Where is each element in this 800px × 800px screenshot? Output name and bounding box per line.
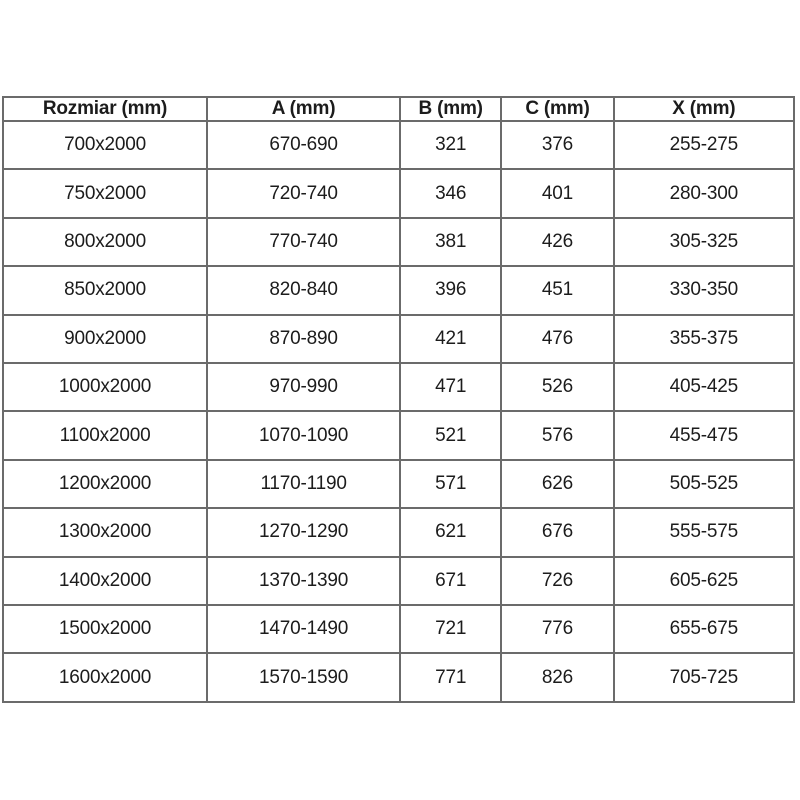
table-cell: 321 — [400, 121, 501, 169]
table-cell: 700x2000 — [3, 121, 207, 169]
table-cell: 505-525 — [614, 460, 794, 508]
table-cell: 771 — [400, 653, 501, 702]
table-cell: 355-375 — [614, 315, 794, 363]
table-cell: 405-425 — [614, 363, 794, 411]
column-header-b: B (mm) — [400, 97, 501, 121]
table-cell: 521 — [400, 411, 501, 459]
table-cell: 255-275 — [614, 121, 794, 169]
table-cell: 1300x2000 — [3, 508, 207, 556]
table-cell: 705-725 — [614, 653, 794, 702]
table-row — [3, 460, 794, 508]
table-header — [3, 97, 794, 121]
table-cell: 381 — [400, 218, 501, 266]
table-row — [3, 363, 794, 411]
table-row — [3, 557, 794, 605]
table-cell: 421 — [400, 315, 501, 363]
table-cell: 346 — [400, 169, 501, 217]
table-cell: 396 — [400, 266, 501, 314]
table-row — [3, 605, 794, 653]
table-cell: 476 — [501, 315, 613, 363]
table-cell: 555-575 — [614, 508, 794, 556]
table-cell: 471 — [400, 363, 501, 411]
table-cell: 1570-1590 — [207, 653, 400, 702]
table-cell: 621 — [400, 508, 501, 556]
column-header-c: C (mm) — [501, 97, 613, 121]
table-cell: 970-990 — [207, 363, 400, 411]
table-cell: 1200x2000 — [3, 460, 207, 508]
column-header-a: A (mm) — [207, 97, 400, 121]
table-cell: 1370-1390 — [207, 557, 400, 605]
table-cell: 305-325 — [614, 218, 794, 266]
table-cell: 1070-1090 — [207, 411, 400, 459]
table-cell: 1400x2000 — [3, 557, 207, 605]
table-cell: 626 — [501, 460, 613, 508]
table-cell: 1000x2000 — [3, 363, 207, 411]
table-cell: 900x2000 — [3, 315, 207, 363]
table-cell: 826 — [501, 653, 613, 702]
table-cell: 376 — [501, 121, 613, 169]
table-row — [3, 508, 794, 556]
table-cell: 721 — [400, 605, 501, 653]
table-cell: 1600x2000 — [3, 653, 207, 702]
table-cell: 670-690 — [207, 121, 400, 169]
header-row — [3, 97, 794, 121]
table-cell: 720-740 — [207, 169, 400, 217]
table-cell: 455-475 — [614, 411, 794, 459]
table-cell: 280-300 — [614, 169, 794, 217]
table-cell: 426 — [501, 218, 613, 266]
table-cell: 850x2000 — [3, 266, 207, 314]
table-row — [3, 266, 794, 314]
table-cell: 576 — [501, 411, 613, 459]
table-row — [3, 169, 794, 217]
table-row — [3, 653, 794, 702]
size-table — [2, 96, 795, 703]
table-cell: 776 — [501, 605, 613, 653]
table-cell: 870-890 — [207, 315, 400, 363]
table-row — [3, 315, 794, 363]
table-cell: 750x2000 — [3, 169, 207, 217]
table-cell: 726 — [501, 557, 613, 605]
table-cell: 676 — [501, 508, 613, 556]
table-cell: 1470-1490 — [207, 605, 400, 653]
column-header-rozmiar: Rozmiar (mm) — [3, 97, 207, 121]
table-row — [3, 218, 794, 266]
table-row — [3, 411, 794, 459]
size-table-container — [2, 96, 795, 703]
table-cell: 800x2000 — [3, 218, 207, 266]
table-cell: 1100x2000 — [3, 411, 207, 459]
column-header-x: X (mm) — [614, 97, 794, 121]
table-cell: 451 — [501, 266, 613, 314]
table-cell: 671 — [400, 557, 501, 605]
table-cell: 526 — [501, 363, 613, 411]
table-body — [3, 121, 794, 702]
table-cell: 770-740 — [207, 218, 400, 266]
table-cell: 1500x2000 — [3, 605, 207, 653]
table-row — [3, 121, 794, 169]
table-cell: 655-675 — [614, 605, 794, 653]
table-cell: 1270-1290 — [207, 508, 400, 556]
table-cell: 820-840 — [207, 266, 400, 314]
table-cell: 1170-1190 — [207, 460, 400, 508]
table-cell: 401 — [501, 169, 613, 217]
table-cell: 605-625 — [614, 557, 794, 605]
table-cell: 330-350 — [614, 266, 794, 314]
table-cell: 571 — [400, 460, 501, 508]
